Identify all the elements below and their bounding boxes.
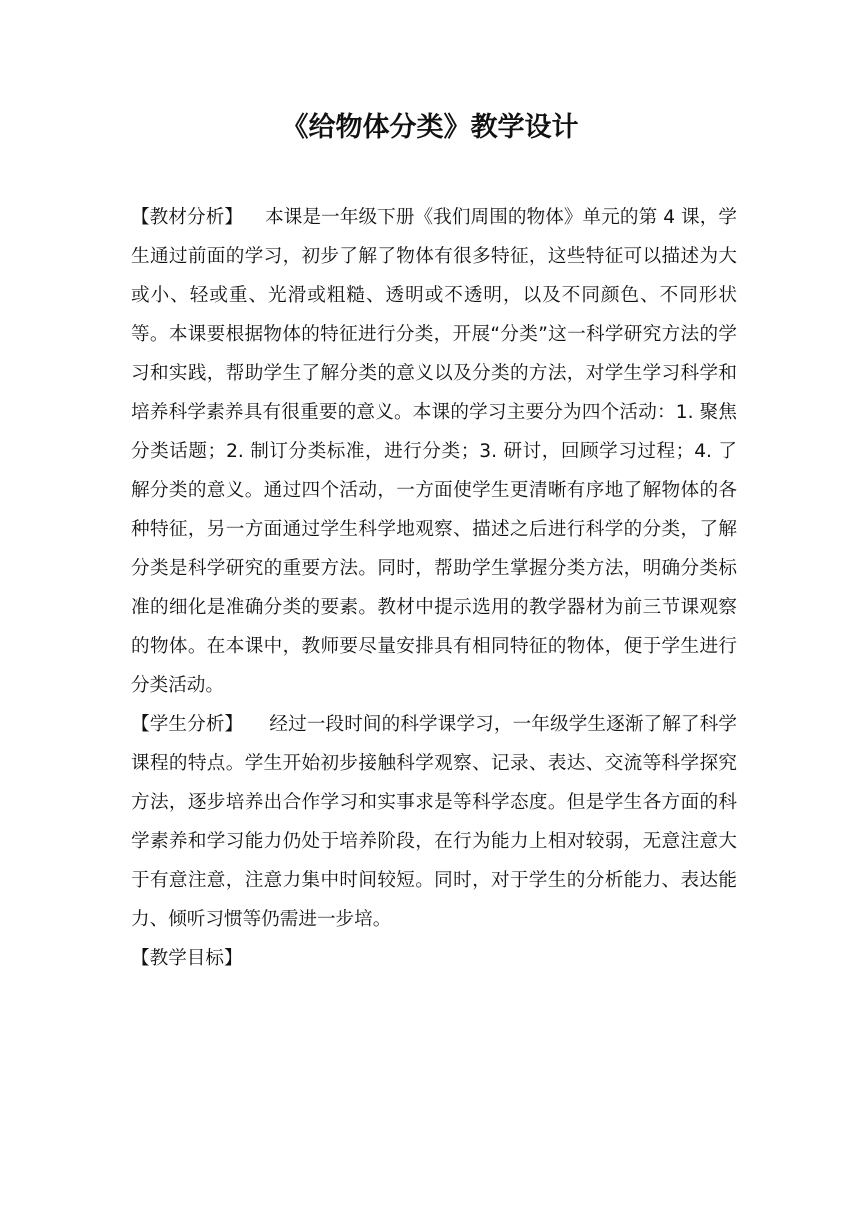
section-text: 经过一段时间的科学课学习，一年级学生逐渐了解了科学课程的特点。学生开始初步接触科学观察、记录、表达、交流等科学探究方法，逐步培养出合作学习和实事求是等科学态度。但是学生各方面的科学素养和学习能力仍处于培养阶段，在行为能力上相对较弱，无意注意大于有意注意，注意力集中时间较短。同时，对于学生的分析能力、表达能力、倾听习惯等仍需进一步培。 <box>131 714 737 930</box>
section-text: 本课是一年级下册《我们周围的物体》单元的第 4 课，学生通过前面的学习，初步了解了物体有很多特征，这些特征可以描述为大或小、轻或重、光滑或粗糙、透明或不透明，以及不同颜色、不同形状等。本课要根据物体的特征进行分类，开展“分类”这一科学研究方法的学习和实践，帮助学生了解分类的意义以及分类的方法，对学生学习科学和培养科学素养具有很重要的意义。本课的学习主要分为四个活动：1. 聚焦分类话题；2. 制订分类标准，进行分类；3. 研讨，回顾学习过程；4. 了解分类的意义。通过四个活动，一方面使学生更清晰有序地了解物体的各种特征，另一方面通过学生科学地观察、描述之后进行科学的分类，了解分类是科学研究的重要方法。同时，帮助学生掌握分类方法，明确分类标准的细化是准确分类的要素。教材中提示选用的教学器材为前三节课观察的物体。在本课中，教师要尽量安排具有相同特征的物体，便于学生进行分类活动。 <box>131 207 737 696</box>
section-heading: 【教学目标】 <box>131 948 243 969</box>
section-textbook-analysis <box>131 198 737 705</box>
section-student-analysis <box>131 705 737 939</box>
section-heading: 【学生分析】 <box>131 714 244 735</box>
section-heading: 【教材分析】 <box>131 207 244 228</box>
document-title: 《给物体分类》教学设计 <box>281 112 579 143</box>
document-body <box>131 198 737 978</box>
section-teaching-goals <box>131 939 737 978</box>
